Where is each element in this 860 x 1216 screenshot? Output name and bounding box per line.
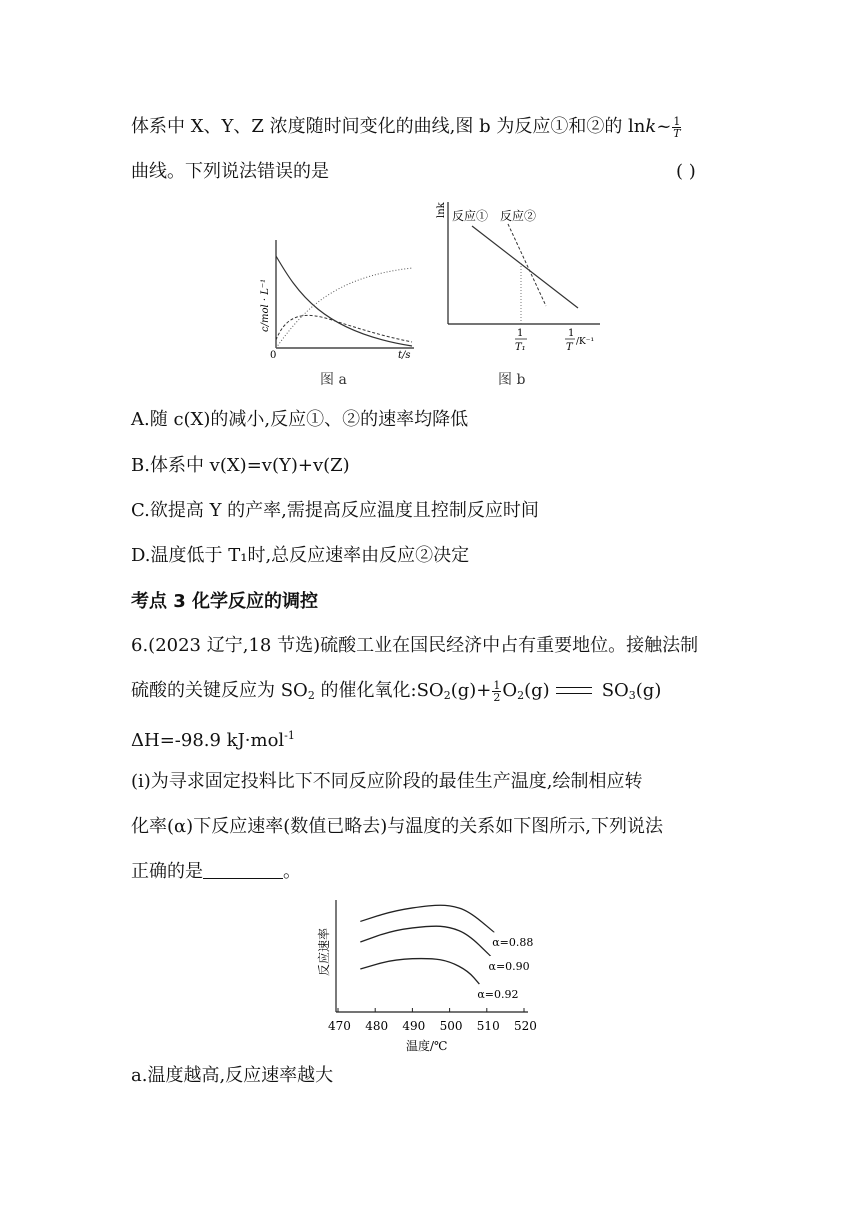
section-title: 考点 3 化学反应的调控 <box>131 591 319 612</box>
line-reaction-1 <box>472 226 578 308</box>
q6-sub: 2 <box>517 689 525 702</box>
figure-a <box>252 232 422 392</box>
chart-ylabel: 反应速率 <box>317 927 331 976</box>
q6-line2 <box>131 679 661 708</box>
half-fraction <box>492 680 501 703</box>
fig-b-tick-den: T₁ <box>515 342 526 353</box>
curve-y <box>276 315 412 342</box>
q6-line3 <box>131 724 295 753</box>
q6-sub: 3 <box>628 689 636 702</box>
q6-option-a: a.温度越高,反应速率越大 <box>131 1065 334 1086</box>
delta-h-sup: -1 <box>284 729 295 742</box>
rate-temperature-chart <box>306 880 556 1060</box>
fig-a-origin: 0 <box>270 350 277 361</box>
series-label-1: α=0.90 <box>488 960 530 973</box>
series-label-2: α=0.92 <box>477 988 519 1002</box>
x-tick-label: 510 <box>476 1019 500 1033</box>
fig-b-axis-den: T <box>566 342 573 353</box>
q6-text: (g)+ <box>450 680 492 701</box>
q5-intro-line1 <box>131 115 682 139</box>
q6-line1: 6.(2023 辽宁,18 节选)硫酸工业在国民经济中占有重要地位。接触法制 <box>131 635 699 656</box>
q5-fraction <box>672 116 681 139</box>
q6-line6 <box>131 860 301 884</box>
x-tick-label: 520 <box>514 1019 537 1033</box>
q6-text: 正确的是 <box>131 861 203 882</box>
fig-b-legend2: 反应② <box>500 209 537 223</box>
series-line-0 <box>360 905 494 932</box>
answer-blank[interactable] <box>203 862 283 879</box>
fig-b-axis-unit: /K⁻¹ <box>576 337 595 347</box>
q6-sub: 2 <box>307 689 315 702</box>
q5-k-symbol: k <box>645 116 657 137</box>
q5-fraction-den: T <box>673 126 681 140</box>
fig-b-axis-num: 1 <box>568 328 575 339</box>
equilibrium-arrow <box>556 684 592 698</box>
half-num: 1 <box>493 678 501 692</box>
curve-z <box>276 268 412 348</box>
series-line-1 <box>360 926 490 956</box>
delta-h: ΔH=-98.9 kJ·mol <box>131 730 285 751</box>
fig-a-xlabel: t/s <box>398 350 411 361</box>
figure-b <box>432 198 612 392</box>
x-tick-label: 480 <box>365 1019 389 1033</box>
fig-b-tick-num: 1 <box>517 328 524 339</box>
line-reaction-2 <box>508 224 546 306</box>
q6-text: (g) <box>635 680 662 701</box>
x-tick-label: 500 <box>439 1019 463 1033</box>
q6-text: (g) <box>524 680 550 701</box>
fig-b-legend1: 反应① <box>452 209 489 223</box>
curve-x <box>276 256 412 346</box>
x-tick-label: 490 <box>402 1019 426 1033</box>
option-d: D.温度低于 T₁时,总反应速率由反应②决定 <box>131 545 470 566</box>
series-line-2 <box>360 959 479 985</box>
fig-b-ylabel: lnk <box>436 202 447 218</box>
half-den: 2 <box>493 690 501 704</box>
x-tick-label: 470 <box>328 1019 351 1033</box>
q6-text: SO <box>601 680 629 701</box>
q5-fraction-num: 1 <box>673 114 681 128</box>
chart-xlabel: 温度/℃ <box>406 1039 448 1053</box>
q6-line5: 化率(α)下反应速率(数值已略去)与温度的关系如下图所示,下列说法 <box>131 816 663 837</box>
q6-text: 。 <box>283 861 301 882</box>
q6-text: O <box>502 680 518 701</box>
series-label-0: α=0.88 <box>492 936 534 950</box>
q6-text: 的催化氧化:SO <box>314 680 444 701</box>
answer-paren: ( ) <box>676 161 696 182</box>
q6-text: 硫酸的关键反应为 SO <box>131 680 308 701</box>
option-b: B.体系中 v(X)=v(Y)+v(Z) <box>131 455 350 476</box>
q6-line4: (ⅰ)为寻求固定投料比下不同反应阶段的最佳生产温度,绘制相应转 <box>131 771 643 792</box>
q5-intro-line2: 曲线。下列说法错误的是 <box>131 161 329 182</box>
option-c: C.欲提高 Y 的产率,需提高反应温度且控制反应时间 <box>131 500 539 521</box>
fig-a-caption: 图 a <box>320 372 347 388</box>
q6-sub: 2 <box>443 689 451 702</box>
q5-intro-text: 体系中 X、Y、Z 浓度随时间变化的曲线,图 b 为反应①和②的 ln <box>131 116 646 137</box>
option-a: A.随 c(X)的减小,反应①、②的速率均降低 <box>131 409 469 430</box>
fig-b-caption: 图 b <box>498 372 526 388</box>
fig-a-ylabel: c/mol · L⁻¹ <box>260 278 271 332</box>
q5-tilde: ~ <box>656 116 672 137</box>
